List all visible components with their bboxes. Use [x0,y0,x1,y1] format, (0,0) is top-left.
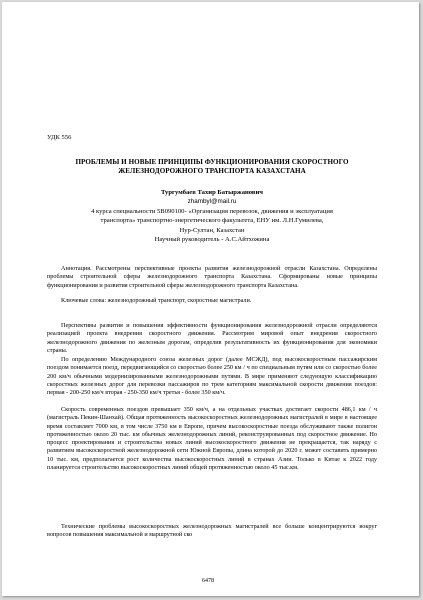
title-line-1: ПРОБЛЕМЫ И НОВЫЕ ПРИНЦИПЫ ФУНКЦИОНИРОВАНИЯ СКОРОСТНОГО [75,158,349,166]
author-email[interactable]: zhambyl@mail.ru [187,198,237,206]
affiliation-line-2: транспорта» транспортно-энергетического факультета, ЕНУ им. Л.Н.Гумилева, [100,217,324,225]
paper-title [47,158,377,176]
document-page [2,2,419,596]
author-block [47,188,377,244]
body-paragraph-4: Технические проблемы высокоскоростных железнодорожных магистралей все больше концентрируются вокруг вопросов повышения максимальной и маршрутной ско [47,523,377,539]
body-paragraph-1: Перспективы развития и повышения эффективности функционирования железнодорожной отрасли определяются реализацией проекта внедрения скоростного движения. Рассмотрим мировой опыт внедрения скоростного железнодорожного движения по железным дорогам, определив результативность их функционирования для экономики страны. [47,322,377,354]
supervisor: Научный руководитель - А.С.Айтхожина [154,236,270,244]
author-name: Тургумбаев Тахир Батыржанович [160,189,264,196]
affiliation-line-3: Нур-Султан, Казахстан [179,226,245,234]
keywords: Ключевые слова: железнодорожный транспорт, скоростные магистрали. [61,297,252,304]
abstract: Аннотация. Рассмотрены перспективные проекты развития железнодорожной отрасли Казахстана. Определены проблемы строительной сферы железнодорожного транспорта Казахстана. Сформированы новые принципы функционирования и развития строительной сферы железнодорожного транспорта Казахстана. [47,265,377,289]
title-line-2: ЖЕЛЕЗНОДОРОЖНОГО ТРАНСПОРТА КАЗАХСТАНА [118,167,306,175]
udk-code: УДК 556 [47,134,72,141]
body-paragraph-2: По определению Международного союза железных дорог (далее МСЖД), под высокоскоростным пассажирским поездом понимается поезд, передвигающийся со скоростью более 250 км / ч по специальным путям или со скоростью более 200 км/ч обычными модернизированными железнодорожными путями. В мире применяют следующую классификацию скоростных железных дорог для перевозки пассажиров по трем категориям максимальной скорости движения поездов: первая - 200-250 км/ч вторая - 250-350 км/ч третья - более 350 км/ч. [47,356,377,397]
body-paragraph-3: Скорость современных поездов превышает 350 км/ч, а на отдельных участках достигает скорости 486,1 км / ч (магистраль Пекин-Шанхай). Общая протяженность высокоскоростных железнодорожных магистралей в мире в настоящее время составляет 7000 км, в том числе 3750 км в Европе, причем высокоскоростные поезда обслуживают также полигон протяженностью около 20 тыс. км обычных железнодорожных линий, реконструированных под скоростное движение. Но процесс проектирования и строительства новых линий высокоскоростного движения не прекращается, так наряду с развитием высокоскоростной железнодорожной сети Южной Европы, длина которой до 2020 г. может составить примерно 10 тыс. км, предполагается рост количества высокоскоростных линий в странах Азии. Только в Китае к 2022 году планируется строительство высокоскоростных линий общей протяженностью около 45 тыс.км. [47,406,377,472]
affiliation-line-1: 4 курса специальности 5В090100- «Организация перевозок, движения и эксплуатация [91,207,333,215]
page-number: 6478 [202,578,214,584]
